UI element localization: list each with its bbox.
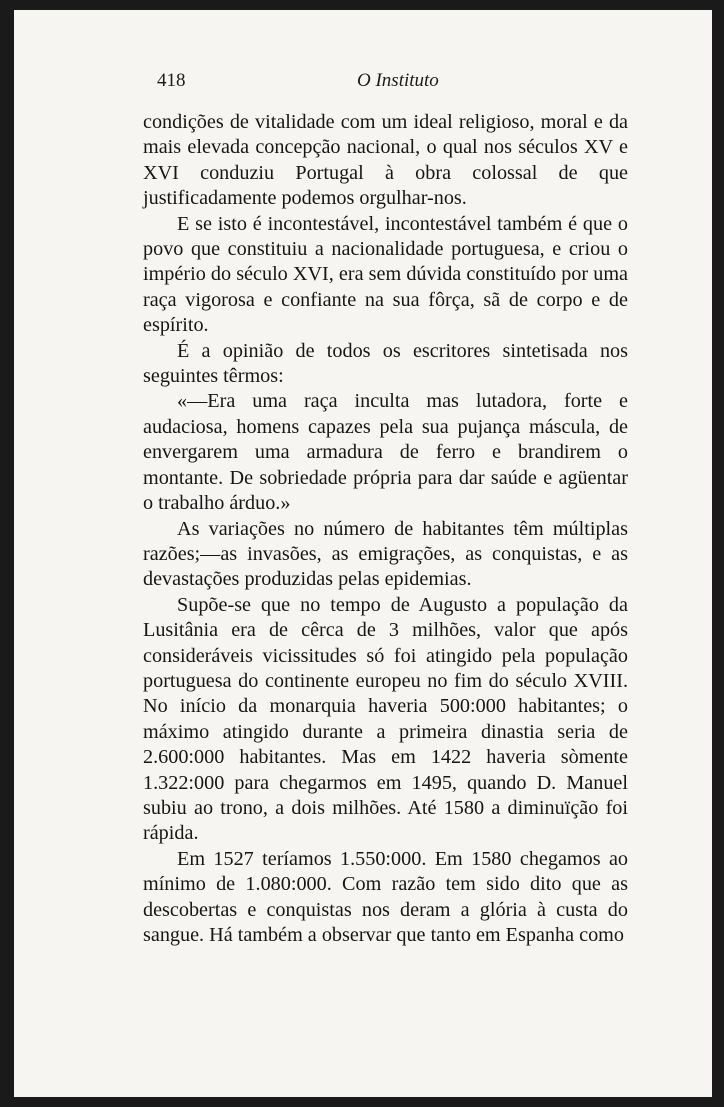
paragraph: condições de vitalidade com um ideal religioso, moral e da mais elevada concepção nacional, o qual nos séculos XV e XVI conduziu Portugal à obra colossal de que justificadamente podemos orgulhar-nos. (143, 111, 628, 210)
paragraph: As variações no número de habitantes têm múltiplas razões;—as invasões, as emigrações, as conquistas, e as devastações produzidas pelas epidemias. (143, 517, 628, 591)
page-number: 418 (157, 70, 186, 91)
running-title: O Instituto (357, 70, 439, 91)
body-text (143, 110, 628, 948)
paragraph: Supõe-se que no tempo de Augusto a população da Lusitânia era de cêrca de 3 milhões, valor que após consideráveis vicissitudes só foi atingido pela população portuguesa do continente europeu no fim do século XVIII. No início da monarquia haveria 500:000 habitantes; o máximo atingido durante a primeira dinastia seria de 2.600:000 habitantes. Mas em 1422 haveria sòmente 1.322:000 para chegarmos em 1495, quando D. Manuel subiu ao trono, a dois milhões. Até 1580 a diminuïção foi rápida. (143, 593, 628, 845)
paragraph: É a opinião de todos os escritores sintetisada nos seguintes têrmos: (143, 339, 628, 388)
paragraph: Em 1527 teríamos 1.550:000. Em 1580 chegamos ao mínimo de 1.080:000. Com razão tem sido dito que as descobertas e conquistas nos deram a glória à custa do sangue. Há também a observar que tanto em Espanha como (143, 847, 628, 946)
quoted-paragraph: «—Era uma raça inculta mas lutadora, forte e audaciosa, homens capazes pela sua pujança máscula, de envergarem uma armadura de ferro e brandirem o montante. De sobriedade própria para dar saúde e agüentar o trabalho árduo.» (143, 390, 628, 515)
page-header (157, 70, 642, 100)
paragraph: E se isto é incontestável, incontestável também é que o povo que constituiu a nacionalidade portuguesa, e criou o império do século XVI, era sem dúvida constituído por uma raça vigorosa e confiante na sua fôrça, sã de corpo e de espírito. (143, 212, 628, 337)
